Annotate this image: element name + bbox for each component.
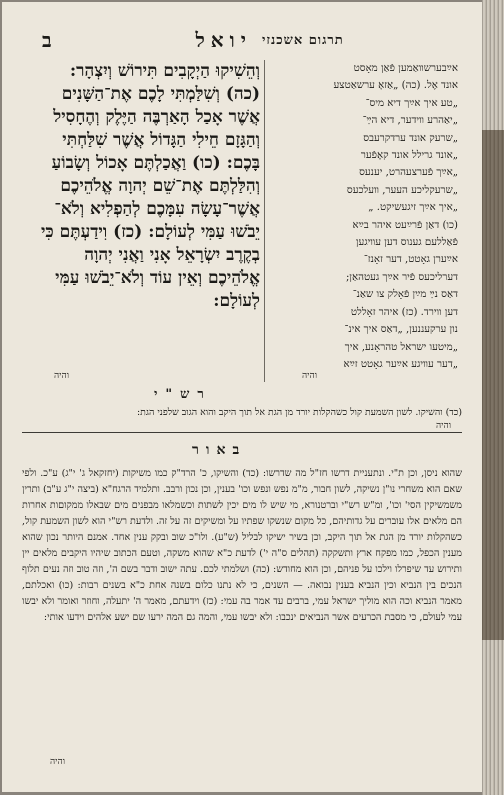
targum-line: „אײַך פֿערצעהרט, יענעס — [359, 167, 458, 179]
verse-line: בָּכֶם: (כו) וַאֲכַלְתֶּם אָכוֹל וְשָׂבוֹעַ — [51, 153, 260, 173]
targum-line: „טע איך אײַך דיא מיס־ — [365, 97, 458, 109]
targum-line: „יאַהרע װידער, דיא הײַ־ — [362, 115, 458, 127]
targum-text — [268, 60, 458, 373]
targum-title: תרגום אשכנזי — [262, 33, 344, 48]
targum-line: נון ערקעננען, „דאַס איך אינ־ — [344, 324, 458, 336]
targum-line: „איך אײַך זיגעשיקט. „ — [368, 202, 458, 214]
verse-line: וְהֵשִׁיקוּ הַיְקָבִים תִּירוֹשׁ וְיִצְהָר: — [69, 61, 260, 81]
verse-line: אֲשֶׁר־עָשָׂה עִמָּכֶם לְהַפְלִיא וְלֹא־ — [54, 199, 260, 219]
chapter-number: ב — [42, 28, 52, 52]
biur-text: שהוא ניסן, וכן ת"י. ונתעניית דרשו חז"ל מה שדרשו: (כד) והשיקו, כ' הרד"ק כמו משיקות (יחזקאל ג' י"ג) ע"כ. ולפי שאם הוא משחרי נו"ן נשיקה, לשון חבור, מ"מ נפש ונפש וכו' בענין, וכן נכון ורבב. ותלמיד הרגח"א (ביצה י"ג ע"ב) ותרין משמשיקין הסי' וכו', ומ"ש רש"י וברטנורא, מי שיש לו מים יכין לשתות וכשמלאו מבפנים מים שבאלו ממקוםות אחרות הם מלאים אלו עוברים על גדותיהם, כל מקום שנשקו שפתיו על ומשיקים זה על זה. ולדעת רש"י הוא לשון השמעת קול, כשהקלות יורד מן הגת אל תוך היקב, וכן בשיר ישיקו לבליל (ש"ע). ולו"כ שוב ובקק ענין אחד. אמנם היותר נכון שהוא מענין הכפל, כמו מפקח ארץ ותשקקה (תהלים ס"ה י') לדעת כ"א שהוא משקה, וטעם הכתוב שיהיו היקבים מלאים יין ותירוש עד שיפרלו וילכו על פניהם, וכן הוא מחודש: (כה) ושלמתי לכם. עתה ישוב ודבר בשם ה', וזה טוב וזה נעים תלוף הנכים בין הנביא וכין הנביא בענין נבואה. — השנים, כי לא נתנו כלום בשנה אחת כ"א בשנים רבות: (כו) ואכלתם, מאמר הנביא וכה הוא מוליך ישראל עמי, ברבים עד אמר בה עמי: (כז) וידעתם, מאמר ה' יתעלה, וחוזר ואומר ולא יבשו עמי לעולם, כי מסבת הכרעים אשר הנביאים ינכבו: ולא יבשו עמי, והמה גם המה ירעו שם ישע אלהים וידעו אותי: — [22, 468, 462, 623]
verse-line: וְהִלַּלְתֶּם אֶת־שֵׁם יְהוָה אֱלֹהֵיכֶם — [60, 176, 260, 196]
bible-text — [22, 60, 260, 313]
verse-line: וְהַגָּזָם חֵילִי הַגָּדוֹל אֲשֶׁר שִׁלַּחְתִּי — [62, 130, 260, 150]
column-divider — [264, 60, 265, 382]
targum-line: (כו) דאַן פֿרײַעט איהר בײַא — [352, 219, 458, 231]
targum-line: „אונד גרילל אונד קאֶפֿער — [360, 150, 458, 162]
targum-line: אײַערן גאָטט, דער זאָנז־ — [363, 254, 458, 266]
rashi-catchword: והיה — [436, 421, 452, 431]
targum-line: דערליכעס פֿיר אײַך געטהאַן; — [346, 271, 458, 283]
biur-heading: באור — [192, 442, 247, 458]
targum-line: אונד אֶל. (כה) „אַזאָ ערשאַטצע — [333, 80, 458, 92]
verse-line: (כה) וְשִׁלַּמְתִּי לָכֶם אֶת־הַשָּׁנִים — [61, 84, 260, 104]
verse-line: אֲשֶׁר אָכַל הָאַרְבֶּה הַיֶּלֶק וְהֶחָסִיל — [53, 107, 260, 127]
rashi-text: (כד) והשיקו. לשון השמעת קול כשהקלות יורד מן הגת אל תוך היקב והוא הגוב שלפני הגת: — [136, 407, 462, 418]
verse-line: אֱלֹהֵיכֶם וְאֵין עוֹד וְלֹא־יֵבֹשׁוּ עַמִּי — [55, 268, 260, 288]
targum-line: „דער עװיגע אײַער גאָטט זײַא — [343, 358, 458, 370]
verse-line: לְעוֹלָם: — [213, 291, 260, 311]
book-page — [2, 2, 483, 792]
targum-line: דען װירד. (כז) איהר זאָללט — [350, 306, 458, 318]
targum-line: דאַס נײַ מײַן פֿאָלק צו שאַנ־ — [352, 289, 458, 301]
verse-line: בְקֶרֶב יִשְׂרָאֵל אָנִי וַאֲנִי יְהוָה — [84, 245, 260, 265]
book-title: יואל — [195, 28, 252, 52]
binding-shadow — [482, 130, 504, 640]
targum-catchword: והיה — [302, 371, 318, 381]
targum-line: אײַבערשװאַמען פֿאַן מאָסט — [353, 63, 458, 74]
targum-line: „מיטעו ישראל טהראָנע, איך — [344, 341, 458, 353]
targum-line: „שרעקליכע העער, װעלכעס — [346, 184, 458, 196]
section-divider — [22, 432, 462, 433]
bible-catchword: והיה — [54, 371, 70, 381]
biur-catchword: והיה — [50, 757, 66, 767]
targum-line: פֿאַללעם גענוס דען עװיגען — [355, 237, 458, 249]
rashi-heading: רש"י — [154, 387, 212, 402]
verse-line: יֵבֹשׁוּ עַמִּי לְעוֹלָם: (כז) וִידַעְתֶּם כִּי — [40, 222, 260, 242]
targum-line: „שרעק אונד ערדקרעבס — [363, 132, 458, 144]
book-page-edge — [482, 0, 504, 795]
